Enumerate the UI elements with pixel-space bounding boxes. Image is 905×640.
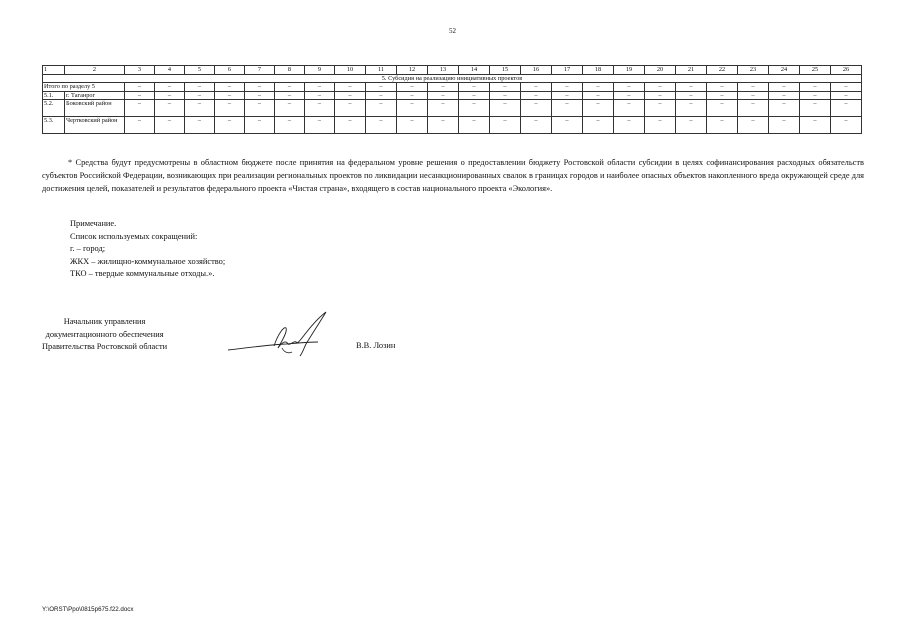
table-cell: –	[305, 100, 335, 117]
table-cell: –	[335, 91, 366, 100]
note-block	[70, 218, 225, 281]
table-cell: –	[428, 83, 459, 92]
column-number: 18	[583, 66, 614, 75]
table-cell: –	[215, 91, 245, 100]
table-cell: –	[521, 91, 552, 100]
note-line: ТКО – твердые коммунальные отходы.».	[70, 269, 215, 278]
column-number: 19	[614, 66, 645, 75]
table-cell: –	[428, 100, 459, 117]
column-number: 16	[521, 66, 552, 75]
header-row	[43, 66, 862, 75]
column-number: 8	[275, 66, 305, 75]
table-cell: –	[245, 117, 275, 134]
table-cell: –	[155, 117, 185, 134]
table-cell: –	[335, 117, 366, 134]
table-cell: –	[552, 117, 583, 134]
table-cell: –	[305, 91, 335, 100]
position-line: документационного обеспечения	[45, 329, 164, 339]
column-number: 1	[43, 66, 65, 75]
table-cell: –	[245, 100, 275, 117]
table-cell: –	[397, 83, 428, 92]
table-cell: –	[305, 83, 335, 92]
table-cell: –	[614, 91, 645, 100]
table-cell: –	[185, 117, 215, 134]
column-number: 10	[335, 66, 366, 75]
table-cell: –	[459, 91, 490, 100]
table-cell: –	[459, 83, 490, 92]
table-cell: –	[552, 91, 583, 100]
table-cell: –	[800, 100, 831, 117]
table-cell: –	[583, 100, 614, 117]
table-row	[43, 83, 862, 92]
column-number: 11	[366, 66, 397, 75]
table-cell: –	[521, 117, 552, 134]
table-cell: –	[335, 83, 366, 92]
table-row	[43, 117, 862, 134]
column-number: 14	[459, 66, 490, 75]
table-cell: –	[707, 83, 738, 92]
table-cell: –	[366, 91, 397, 100]
table-cell: –	[676, 83, 707, 92]
table-cell: –	[490, 100, 521, 117]
table-cell: –	[831, 83, 862, 92]
column-number: 25	[800, 66, 831, 75]
table-cell: –	[614, 117, 645, 134]
table-cell: –	[490, 117, 521, 134]
table-cell: –	[738, 117, 769, 134]
table-cell: –	[428, 117, 459, 134]
column-number: 17	[552, 66, 583, 75]
table-cell: –	[275, 91, 305, 100]
table-cell: –	[185, 91, 215, 100]
table-cell: –	[707, 91, 738, 100]
table-cell: –	[800, 91, 831, 100]
table-cell: –	[275, 117, 305, 134]
table-cell: –	[614, 100, 645, 117]
column-number: 22	[707, 66, 738, 75]
table-cell: –	[800, 83, 831, 92]
signer-position	[42, 316, 167, 354]
footnote-text: * Средства будут предусмотрены в областном бюджете после принятия на федеральном уровне решения о предоставлении бюджету Ростовской области субсидии в целях софинансирования расходных обязательств субъектов Российской Федерации, возникающих при реализации региональных проектов по ликвидации несанкционированных свалок в границах городов и наиболее опасных объектов накопленного вреда окружающей среде для достижения целей, показателей и результатов федерального проекта «Чистая страна», входящего в состав национального проекта «Экология».	[42, 158, 864, 193]
table-cell: –	[552, 83, 583, 92]
table-cell: –	[366, 83, 397, 92]
table-cell: –	[707, 117, 738, 134]
column-number: 12	[397, 66, 428, 75]
column-number: 7	[245, 66, 275, 75]
table-cell: –	[366, 100, 397, 117]
table-cell: –	[215, 100, 245, 117]
table-cell: –	[676, 100, 707, 117]
table-cell: –	[215, 83, 245, 92]
table-cell: –	[800, 117, 831, 134]
table-cell: –	[645, 83, 676, 92]
data-table	[42, 65, 862, 134]
column-number: 5	[185, 66, 215, 75]
table-cell: –	[769, 100, 800, 117]
column-number: 4	[155, 66, 185, 75]
table-cell: –	[583, 117, 614, 134]
table-cell: –	[769, 91, 800, 100]
row-number: 5.3.	[43, 117, 65, 134]
page-number: 52	[449, 27, 456, 35]
table-cell: –	[583, 83, 614, 92]
table-row	[43, 91, 862, 100]
table-cell: –	[185, 100, 215, 117]
table-cell: –	[583, 91, 614, 100]
position-line: Правительства Ростовской области	[42, 342, 168, 351]
table-cell: –	[335, 100, 366, 117]
column-number: 24	[769, 66, 800, 75]
column-number: 9	[305, 66, 335, 75]
footnote	[42, 157, 864, 195]
column-number: 21	[676, 66, 707, 75]
column-number: 23	[738, 66, 769, 75]
table-cell: –	[245, 83, 275, 92]
table-cell: –	[125, 117, 155, 134]
table-cell: –	[397, 117, 428, 134]
table-cell: –	[185, 83, 215, 92]
row-number: 5.1.	[43, 91, 65, 100]
table-cell: –	[397, 91, 428, 100]
table-cell: –	[831, 117, 862, 134]
table-cell: –	[738, 100, 769, 117]
table-cell: –	[366, 117, 397, 134]
column-number: 3	[125, 66, 155, 75]
column-number: 26	[831, 66, 862, 75]
table-cell: –	[125, 100, 155, 117]
table-cell: –	[521, 100, 552, 117]
table-cell: –	[769, 117, 800, 134]
row-name: г. Таганрог	[65, 91, 125, 100]
table-cell: –	[275, 83, 305, 92]
note-line: Список используемых сокращений:	[70, 231, 198, 241]
table-cell: –	[738, 83, 769, 92]
table-cell: –	[155, 100, 185, 117]
handwritten-signature	[226, 308, 338, 360]
column-number: 15	[490, 66, 521, 75]
table-cell: –	[459, 117, 490, 134]
row-name: Чертковский район	[65, 117, 125, 134]
table-cell: –	[397, 100, 428, 117]
section-row	[43, 74, 862, 83]
note-line: г. – город;	[70, 244, 106, 253]
table-cell: –	[645, 91, 676, 100]
table-cell: –	[707, 100, 738, 117]
table-cell: –	[155, 83, 185, 92]
table-cell: –	[215, 117, 245, 134]
column-number: 13	[428, 66, 459, 75]
table-cell: –	[645, 117, 676, 134]
position-line: Начальник управления	[63, 317, 146, 326]
table-cell: –	[769, 83, 800, 92]
section-title: 5. Субсидия на реализацию инициативных проектов	[43, 74, 862, 83]
table-cell: –	[490, 83, 521, 92]
table-cell: –	[676, 91, 707, 100]
table-cell: –	[738, 91, 769, 100]
table-cell: –	[831, 100, 862, 117]
table-cell: –	[125, 83, 155, 92]
row-name: Итого по разделу 5	[43, 83, 125, 92]
table-cell: –	[275, 100, 305, 117]
table-cell: –	[521, 83, 552, 92]
table-cell: –	[552, 100, 583, 117]
table-row	[43, 100, 862, 117]
row-name: Боковский район	[65, 100, 125, 117]
table-cell: –	[676, 117, 707, 134]
table-cell: –	[245, 91, 275, 100]
note-title: Примечание.	[70, 219, 117, 228]
note-line: ЖКХ – жилищно-коммунальное хозяйство;	[70, 256, 226, 266]
table-cell: –	[614, 83, 645, 92]
table-cell: –	[459, 100, 490, 117]
table-cell: –	[645, 100, 676, 117]
column-number: 20	[645, 66, 676, 75]
column-number: 2	[65, 66, 125, 75]
table-cell: –	[831, 91, 862, 100]
file-path: Y:\ORST\Ppo\0815p675.f22.docx	[42, 606, 134, 613]
table-cell: –	[155, 91, 185, 100]
table-cell: –	[125, 91, 155, 100]
column-number: 6	[215, 66, 245, 75]
signer-name: В.В. Лозин	[356, 341, 396, 350]
table-cell: –	[428, 91, 459, 100]
table-cell: –	[305, 117, 335, 134]
row-number: 5.2.	[43, 100, 65, 117]
table-cell: –	[490, 91, 521, 100]
